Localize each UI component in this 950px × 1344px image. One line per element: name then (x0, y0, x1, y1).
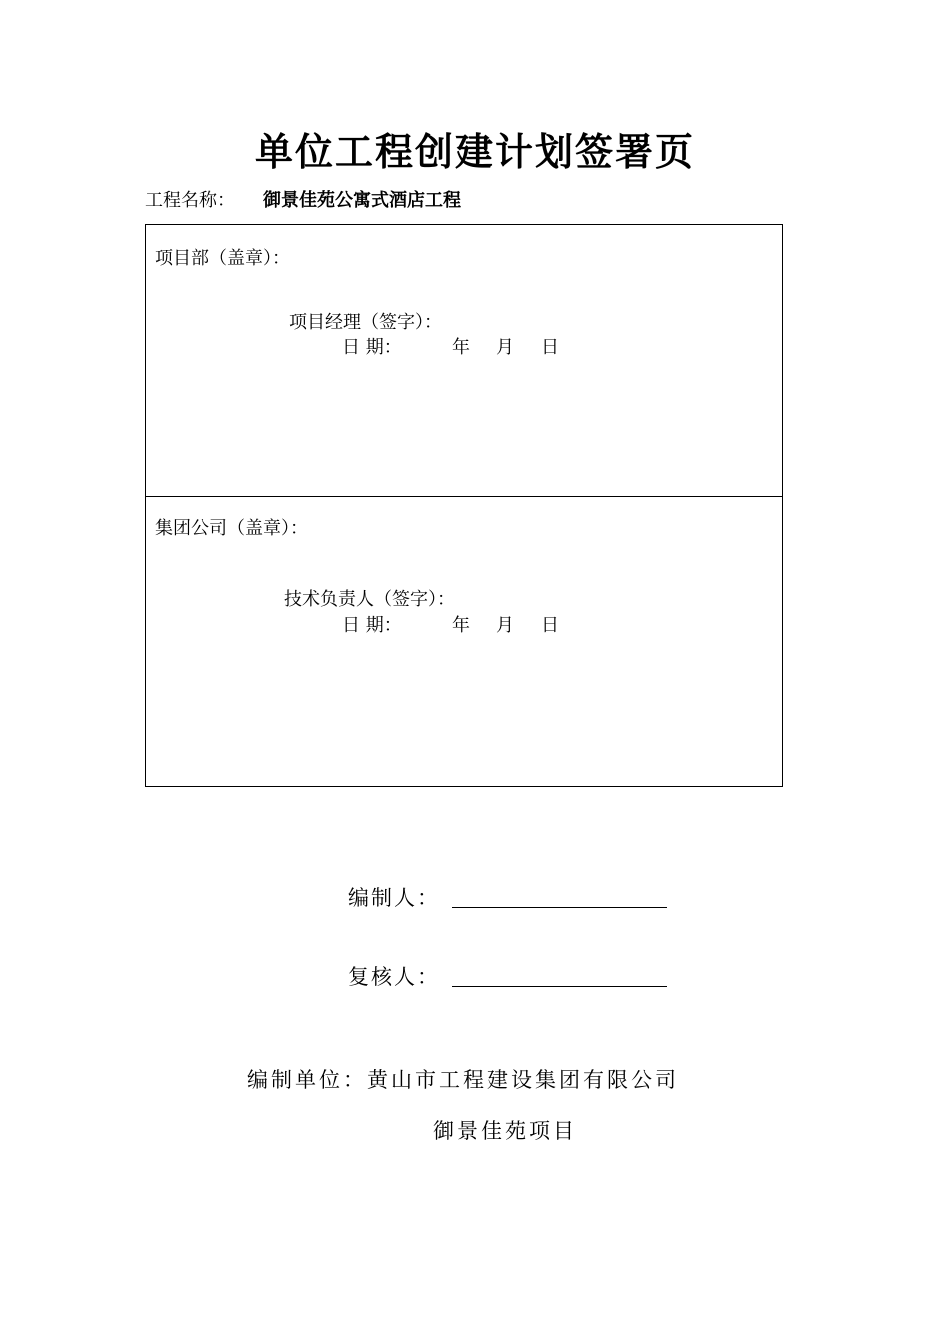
group-company-section (146, 497, 782, 787)
project-name-label: 工程名称： (145, 190, 235, 211)
project-name-value: 御景佳苑公寓式酒店工程 (263, 190, 461, 211)
preparer-signature-line (452, 907, 667, 908)
project-dept-day-label: 日 (541, 337, 559, 358)
project-name-row (145, 188, 461, 214)
page-title: 单位工程创建计划签署页 (254, 129, 695, 174)
group-date-label: 日 期： (342, 615, 402, 636)
reviewer-signature-line (452, 986, 667, 987)
project-dept-month-label: 月 (496, 337, 514, 358)
reviewer-label: 复核人： (348, 965, 440, 989)
project-manager-sign-label: 项目经理（签字）： (289, 312, 442, 333)
project-dept-stamp-label: 项目部（盖章）： (155, 248, 290, 269)
group-year-label: 年 (452, 615, 470, 636)
preparer-label: 编制人： (348, 886, 440, 910)
project-dept-year-label: 年 (452, 337, 470, 358)
project-dept-section (146, 225, 782, 497)
signature-table (145, 224, 783, 787)
organization-unit: 编制单位：黄山市工程建设集团有限公司 (247, 1068, 679, 1092)
group-stamp-label: 集团公司（盖章）： (155, 518, 308, 539)
group-day-label: 日 (541, 615, 559, 636)
project-dept-date-label: 日 期： (342, 337, 402, 358)
group-month-label: 月 (496, 615, 514, 636)
organization-project: 御景佳苑项目 (433, 1119, 577, 1143)
technical-lead-sign-label: 技术负责人（签字）： (284, 589, 455, 610)
